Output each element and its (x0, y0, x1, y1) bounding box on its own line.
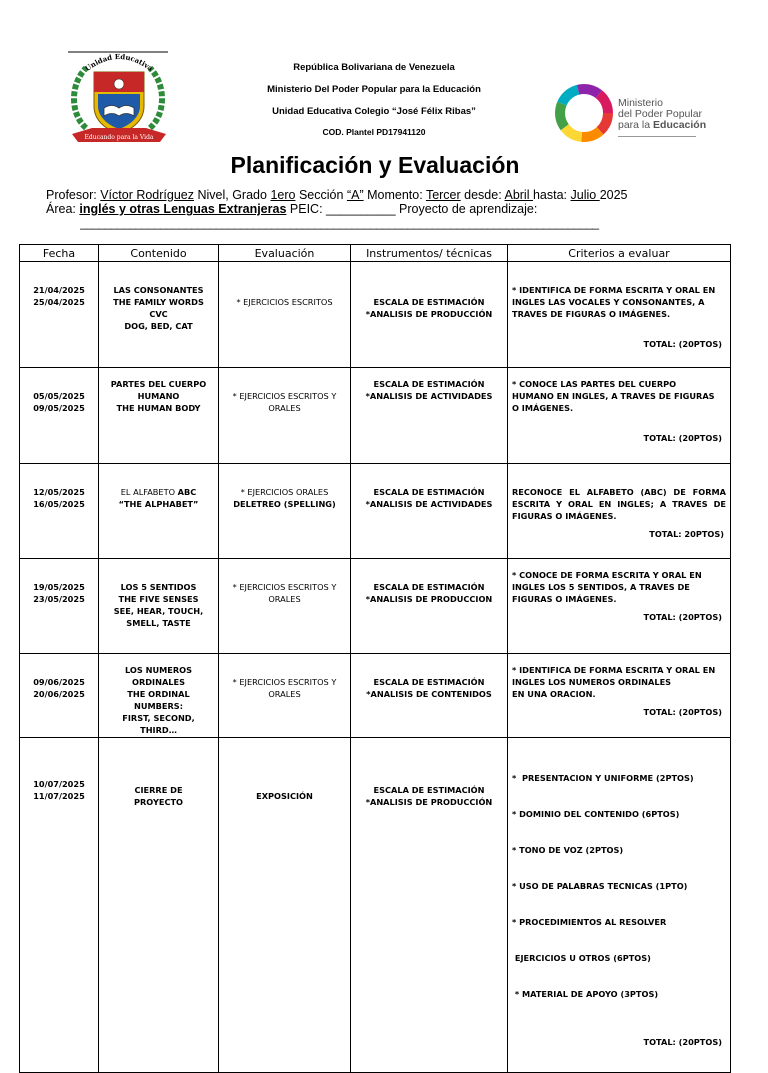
ministry-logo-text2: del Poder Popular (618, 108, 703, 120)
instrumentos-cell (351, 262, 508, 368)
total-label: TOTAL: (20PTOS) (643, 707, 722, 717)
desde-label: desde: (464, 188, 502, 202)
criterios-cell (508, 654, 731, 738)
instrumento-line: *ANALISIS DE PRODUCCIÓN (365, 797, 493, 807)
table-header-row (20, 245, 731, 262)
criterio-line: * PRESENTACION Y UNIFORME (2PTOS) (512, 773, 694, 783)
contenido-line: PARTES DEL CUERPO (110, 379, 207, 389)
proyecto-blank: ____________________________________________________________________________________ (80, 216, 599, 230)
criterio-line: EN UNA ORACION. (512, 689, 596, 699)
table-row (20, 559, 731, 654)
contenido-line: PROYECTO (133, 797, 184, 807)
contenido-bold: ABC (177, 487, 197, 497)
fecha-start: 21/04/2025 (33, 285, 85, 295)
school-logo (64, 48, 174, 148)
header-fecha: Fecha (20, 245, 99, 262)
total-label: TOTAL: 20PTOS) (649, 529, 724, 539)
ministry-logo-text4: Educación (653, 119, 707, 131)
instrumentos-cell (351, 738, 508, 1073)
fecha-cell (20, 559, 99, 654)
contenido-line: LAS CONSONANTES (113, 285, 204, 295)
evaluacion-line: EXPOSICIÓN (256, 791, 313, 801)
peic-label: PEIC: (289, 202, 323, 216)
instrumento-line: ESCALA DE ESTIMACIÓN (373, 582, 485, 592)
contenido-cell (99, 738, 219, 1073)
evaluacion-line: * EJERCICIOS ESCRITOS Y (232, 677, 337, 687)
table-row (20, 738, 731, 1073)
instrumentos-cell (351, 368, 508, 464)
instrumento-line: *ANALISIS DE PRODUCCIÓN (365, 309, 493, 319)
table-row (20, 654, 731, 738)
contenido-line: THE FAMILY WORDS (113, 297, 204, 307)
contenido-line: CVC (149, 309, 168, 319)
contenido-line: FIRST, SECOND, THIRD… (122, 713, 195, 735)
criterio-line: * IDENTIFICA DE FORMA ESCRITA Y ORAL EN (512, 665, 716, 675)
criterio-line: O IMÁGENES. (512, 403, 574, 413)
instrumento-line: ESCALA DE ESTIMACIÓN (373, 677, 485, 687)
area-value: inglés y otras Lenguas Extranjeras (79, 202, 287, 216)
criterio-line: HUMANO EN INGLES, A TRAVES DE FIGURAS (512, 391, 715, 401)
contenido-cell (99, 559, 219, 654)
proyecto-label: Proyecto de aprendizaje: (399, 202, 538, 216)
criterio-line: * DOMINIO DEL CONTENIDO (6PTOS) (512, 809, 680, 819)
contenido-line: CIERRE DE (134, 785, 183, 795)
criterio-line: EJERCICIOS U OTROS (6PTOS) (512, 953, 651, 963)
instrumento-line: *ANALISIS DE ACTIVIDADES (365, 391, 493, 401)
fecha-cell (20, 368, 99, 464)
criterios-cell (508, 262, 731, 368)
fecha-cell (20, 464, 99, 559)
criterios-cell (508, 738, 731, 1073)
contenido-cell (99, 654, 219, 738)
contenido-line: DOG, BED, CAT (124, 321, 193, 331)
instrumentos-cell (351, 464, 508, 559)
evaluacion-cell (219, 738, 351, 1073)
nivel-label: Nivel, Grado (197, 188, 267, 202)
hasta-value: Julio (570, 188, 600, 202)
year-value: 2025 (599, 188, 628, 202)
evaluacion-cell (219, 464, 351, 559)
instrumentos-cell (351, 654, 508, 738)
table-row (20, 464, 731, 559)
planning-table (19, 244, 731, 1073)
grado-value: 1ero (270, 188, 296, 202)
total-label: TOTAL: (20PTOS) (643, 339, 722, 349)
peic-blank: __________ (326, 202, 396, 216)
contenido-line: LOS 5 SENTIDOS (120, 582, 197, 592)
criterio-line: * TONO DE VOZ (2PTOS) (512, 845, 624, 855)
criterio-line: TRAVES DE FIGURAS O IMÁGENES. (512, 309, 671, 319)
contenido-line: SEE, HEAR, TOUCH, (113, 606, 204, 616)
evaluacion-cell (219, 368, 351, 464)
fecha-cell (20, 262, 99, 368)
svg-text:Educando para la Vida: Educando para la Vida (84, 134, 154, 141)
contenido-line: THE HUMAN BODY (116, 403, 201, 413)
meta-line-1 (46, 188, 628, 202)
contenido-cell (99, 368, 219, 464)
contenido-line: HUMANO (137, 391, 180, 401)
svg-text:Unidad Educativa Colegio José: Unidad Educativa (83, 51, 155, 73)
fecha-cell (20, 738, 99, 1073)
momento-value: Tercer (425, 188, 461, 202)
evaluacion-line: * EJERCICIOS ORALES (240, 487, 329, 497)
instrumento-line: *ANALISIS DE CONTENIDOS (366, 689, 492, 699)
fecha-end: 09/05/2025 (33, 403, 85, 413)
seccion-value: “A” (346, 188, 364, 202)
fecha-cell (20, 654, 99, 738)
criterio-line: * USO DE PALABRAS TECNICAS (1PTO) (512, 881, 688, 891)
header-evaluacion: Evaluación (219, 245, 351, 262)
meta-line-2 (46, 202, 537, 216)
contenido-line: THE ORDINAL NUMBERS: (127, 689, 190, 711)
total-label: TOTAL: (20PTOS) (643, 433, 722, 443)
evaluacion-line: DELETREO (SPELLING) (233, 499, 336, 509)
table-row (20, 368, 731, 464)
school-name-line: Unidad Educativa Colegio “José Félix Ribas” (272, 106, 476, 117)
instrumento-line: ESCALA DE ESTIMACIÓN (373, 379, 485, 389)
evaluacion-line: * EJERCICIOS ESCRITOS (236, 297, 333, 307)
instrumento-line: *ANALISIS DE ACTIVIDADES (365, 499, 493, 509)
criterio-line: * IDENTIFICA DE FORMA ESCRITA Y ORAL EN (512, 285, 716, 295)
evaluacion-cell (219, 559, 351, 654)
criterio-line: FIGURAS O IMÁGENES. (512, 594, 617, 604)
desde-value: Abril (504, 188, 533, 202)
evaluacion-line: ORALES (268, 689, 301, 699)
fecha-end: 25/04/2025 (33, 297, 85, 307)
criterio-line: INGLES LOS NUMEROS ORDINALES (512, 677, 672, 687)
fecha-end: 23/05/2025 (33, 594, 85, 604)
criterio-line: * MATERIAL DE APOYO (3PTOS) (512, 989, 659, 999)
contenido-cell (99, 262, 219, 368)
criterio-line: INGLES LAS VOCALES Y CONSONANTES, A (512, 297, 705, 307)
criterio-line: * CONOCE LAS PARTES DEL CUERPO (512, 379, 677, 389)
evaluacion-line: * EJERCICIOS ESCRITOS Y (232, 582, 337, 592)
country-line: República Bolivariana de Venezuela (293, 62, 455, 73)
instrumento-line: *ANALISIS DE PRODUCCION (365, 594, 493, 604)
criterio-line: RECONOCE EL ALFABETO (ABC) DE FORMA ESCRITA Y ORAL EN INGLES; A TRAVES DE FIGURAS O IMÁGENES. (512, 487, 726, 521)
evaluacion-line: * EJERCICIOS ESCRITOS Y (232, 391, 337, 401)
area-label: Área: (46, 202, 76, 216)
ministry-logo-text3: para la (618, 119, 651, 131)
contenido-line: “THE ALPHABET” (118, 499, 199, 509)
criterio-line: INGLES LOS 5 SENTIDOS, A TRAVES DE (512, 582, 690, 592)
evaluacion-cell (219, 262, 351, 368)
instrumento-line: ESCALA DE ESTIMACIÓN (373, 297, 485, 307)
table-row (20, 262, 731, 368)
school-code-line: COD. Plantel PD17941120 (322, 127, 426, 137)
instrumento-line: ESCALA DE ESTIMACIÓN (373, 487, 485, 497)
header-criterios: Criterios a evaluar (508, 245, 731, 262)
criterios-cell (508, 368, 731, 464)
contenido-line: LOS NUMEROS (124, 665, 193, 675)
instrumento-line: ESCALA DE ESTIMACIÓN (373, 785, 485, 795)
instrumentos-cell (351, 559, 508, 654)
contenido-line: ORDINALES (131, 677, 185, 687)
criterio-line: * CONOCE DE FORMA ESCRITA Y ORAL EN (512, 570, 702, 580)
contenido-line: EL ALFABETO (120, 487, 178, 497)
seccion-label: Sección (298, 188, 344, 202)
hasta-label: hasta: (532, 188, 568, 202)
criterios-cell (508, 464, 731, 559)
ministry-logo-text1: Ministerio (618, 97, 663, 109)
contenido-line: SMELL, TASTE (126, 618, 191, 628)
criterio-line: * PROCEDIMIENTOS AL RESOLVER (512, 917, 667, 927)
contenido-line: THE FIVE SENSES (118, 594, 199, 604)
contenido-cell (99, 464, 219, 559)
ministry-line: Ministerio Del Poder Popular para la Educación (267, 84, 481, 95)
fecha-start: 19/05/2025 (33, 582, 85, 592)
page-title: Planificación y Evaluación (230, 152, 520, 178)
fecha-start: 09/06/2025 (33, 677, 85, 687)
fecha-start: 05/05/2025 (33, 391, 85, 401)
fecha-start: 12/05/2025 (33, 487, 85, 497)
momento-label: Momento: (367, 188, 423, 202)
criterios-cell (508, 559, 731, 654)
fecha-end: 11/07/2025 (33, 791, 85, 801)
header-instrumentos: Instrumentos/ técnicas (351, 245, 508, 262)
evaluacion-cell (219, 654, 351, 738)
header-contenido: Contenido (99, 245, 219, 262)
profesor-value: Víctor Rodríguez (100, 188, 194, 202)
profesor-label: Profesor: (46, 188, 97, 202)
total-label: TOTAL: (20PTOS) (643, 612, 722, 622)
total-label: TOTAL: (20PTOS) (643, 1037, 722, 1047)
fecha-start: 10/07/2025 (33, 779, 85, 789)
evaluacion-line: ORALES (268, 594, 301, 604)
fecha-end: 20/06/2025 (33, 689, 85, 699)
evaluacion-line: ORALES (268, 403, 301, 413)
fecha-end: 16/05/2025 (33, 499, 85, 509)
ministry-logo (552, 80, 712, 146)
